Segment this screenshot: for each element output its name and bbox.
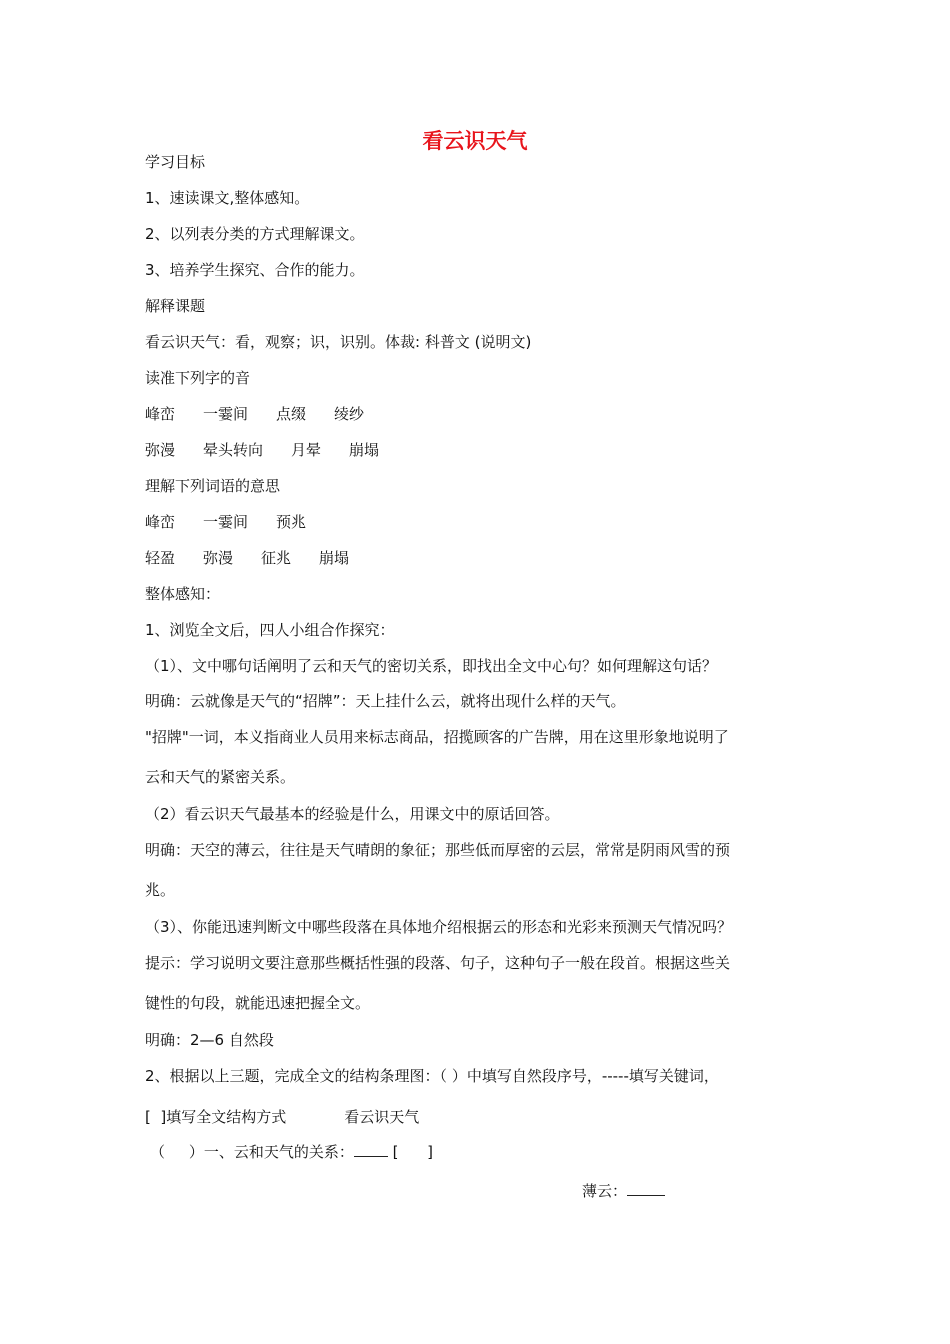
hint-line-1: 提示：学习说明文要注意那些概括性强的段落、句子，这种句子一般在段首。根据这些关 (145, 954, 731, 972)
hint-line-2: 键性的句段，就能迅速把握全文。 (145, 994, 371, 1012)
word: 崩塌 (349, 441, 380, 459)
vocab-row-1 (145, 512, 306, 532)
question-1: （1）、文中哪句话阐明了云和天气的密切关系，即找出全文中心句？如何理解这句话？ (145, 657, 718, 675)
word: 峰峦 (145, 513, 176, 531)
keyword-blank (354, 1142, 388, 1157)
word: 弥漫 (203, 549, 234, 567)
relation-label: 一、云和天气的关系： (203, 1143, 354, 1161)
task-1: 1、浏览全文后，四人小组合作探究： (145, 621, 395, 639)
paragraph-number-blank: （ ） (150, 1143, 204, 1161)
explain-text: 看云识天气：看，观察；识，识别。体裁: 科普文 (说明文) (145, 333, 532, 351)
pronunciation-row-1 (145, 404, 364, 424)
vocab-heading: 理解下列词语的意思 (145, 477, 281, 495)
goal-2: 2、以列表分类的方式理解课文。 (145, 225, 365, 243)
bracket-blank: [ ] (392, 1143, 433, 1161)
answer-1-note-line-2: 云和天气的紧密关系。 (145, 768, 296, 786)
task-2: 2、根据以上三题，完成全文的结构条理图：（ ）中填写自然段序号，-----填写关键词， (145, 1067, 719, 1085)
question-3: （3）、你能迅速判断文中哪些段落在具体地介绍根据云的形态和光彩来预测天气情况吗？ (145, 918, 733, 936)
word: 绫纱 (334, 405, 365, 423)
question-2: （2）看云识天气最基本的经验是什么，用课文中的原话回答。 (145, 805, 560, 823)
goal-3: 3、培养学生探究、合作的能力。 (145, 261, 365, 279)
word: 点缀 (276, 405, 307, 423)
structure-label: [ ]填写全文结构方式 (145, 1108, 287, 1126)
explain-heading: 解释课题 (145, 297, 206, 315)
answer-1: 明确：云就像是天气的“招牌”：天上挂什么云，就将出现什么样的天气。 (145, 692, 626, 710)
word: 征兆 (261, 549, 292, 567)
diagram-line-2 (150, 1142, 433, 1162)
pronunciation-heading: 读准下列字的音 (145, 369, 251, 387)
thin-cloud-blank (627, 1181, 665, 1196)
word: 预兆 (276, 513, 307, 531)
overall-heading: 整体感知： (145, 585, 221, 603)
word: 弥漫 (145, 441, 176, 459)
word: 月晕 (291, 441, 322, 459)
vocab-row-2 (145, 548, 349, 568)
word: 晕头转向 (203, 441, 264, 459)
word: 轻盈 (145, 549, 176, 567)
goal-1: 1、速读课文,整体感知。 (145, 189, 310, 207)
goals-heading: 学习目标 (145, 153, 206, 171)
answer-2-line-1: 明确：天空的薄云，往往是天气晴朗的象征；那些低而厚密的云层，常常是阴雨风雪的预 (145, 841, 731, 859)
word: 崩塌 (319, 549, 350, 567)
diagram-line-3 (582, 1181, 665, 1201)
word: 一霎间 (203, 405, 249, 423)
word: 峰峦 (145, 405, 176, 423)
diagram-title: 看云识天气 (344, 1108, 420, 1126)
document-title: 看云识天气 (422, 129, 528, 153)
answer-2-line-2: 兆。 (145, 881, 176, 899)
answer-3: 明确：2—6 自然段 (145, 1031, 274, 1049)
pronunciation-row-2 (145, 440, 379, 460)
thin-cloud-label: 薄云： (582, 1182, 628, 1200)
word: 一霎间 (203, 513, 249, 531)
answer-1-note-line-1: "招牌"一词，本义指商业人员用来标志商品，招揽顾客的广告牌，用在这里形象地说明了 (145, 728, 729, 746)
diagram-line-1 (145, 1107, 419, 1127)
